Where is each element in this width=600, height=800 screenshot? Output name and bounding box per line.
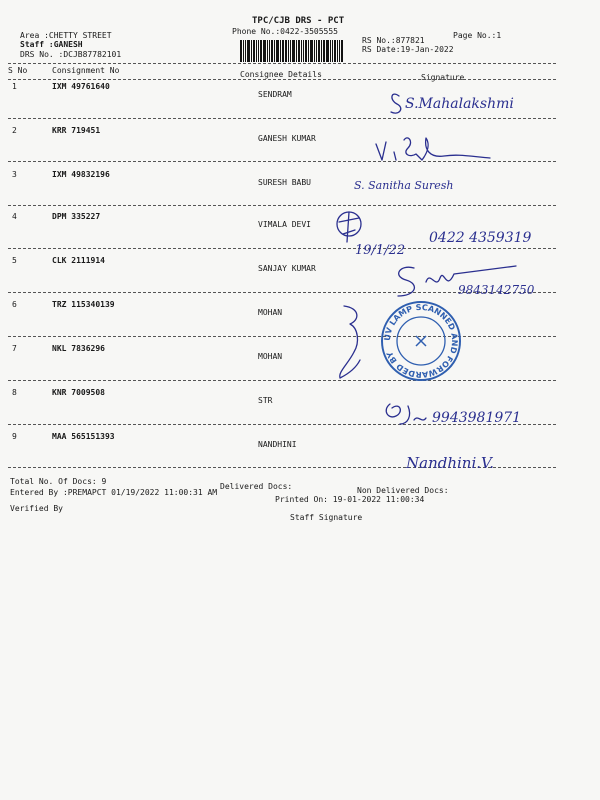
divider	[8, 205, 556, 206]
barcode-bar	[243, 40, 244, 62]
barcode-bar	[301, 40, 302, 62]
consignee-name: MOHAN	[258, 352, 283, 361]
barcode-bar	[330, 40, 331, 62]
barcode-bar	[334, 40, 336, 62]
barcode-bar	[245, 40, 246, 62]
barcode-bar	[258, 40, 259, 62]
consignment-number: KNR 7009508	[52, 388, 105, 397]
divider	[8, 380, 556, 381]
barcode-bar	[285, 40, 287, 62]
consignee-name: SANJAY KUMAR	[258, 264, 316, 273]
non-delivered-docs: Non Delivered Docs:	[357, 486, 449, 495]
barcode-bar	[298, 40, 300, 62]
total-docs: Total No. Of Docs: 9	[10, 477, 107, 486]
signature-text: 9843142750	[458, 283, 535, 297]
barcode-bar	[240, 40, 242, 62]
signature-text: 9943981971	[432, 410, 522, 426]
consignee-name: MOHAN	[258, 308, 283, 317]
row-sno: 7	[12, 344, 17, 353]
barcode-bar	[314, 40, 315, 62]
barcode-bar	[318, 40, 320, 62]
barcode-bar	[296, 40, 297, 62]
verified-by: Verified By	[10, 504, 63, 513]
barcode-bar	[263, 40, 266, 62]
barcode-bar	[247, 40, 250, 62]
staff-label: Staff :GANESH	[20, 40, 83, 49]
column-header-consignee: Consignee Details	[240, 70, 322, 79]
barcode-bar	[274, 40, 275, 62]
consignee-name: GANESH KUMAR	[258, 134, 316, 143]
delivered-docs: Delivered Docs:	[220, 482, 293, 491]
barcode-bar	[288, 40, 289, 62]
page-number: Page No.:1	[453, 31, 502, 40]
divider	[8, 63, 556, 64]
table-row	[0, 344, 600, 388]
row-sno: 3	[12, 170, 17, 179]
consignment-number: DPM 335227	[52, 212, 101, 221]
column-header-consignment: Consignment No	[52, 66, 120, 75]
entered-by: Entered By :PREMAPCT 01/19/2022 11:00:31 AM	[10, 488, 218, 497]
barcode-bar	[321, 40, 322, 62]
signature-row-6	[334, 302, 378, 382]
barcode-bar	[326, 40, 329, 62]
barcode-bar	[260, 40, 262, 62]
row-sno: 9	[12, 432, 17, 441]
consignment-number: MAA 565151393	[52, 432, 115, 441]
row-sno: 2	[12, 126, 17, 135]
printed-on: Printed On: 19-01-2022 11:00:34	[275, 495, 425, 504]
barcode-bar	[256, 40, 257, 62]
row-sno: 6	[12, 300, 17, 309]
signature-row-2	[372, 132, 512, 172]
consignment-number: TRZ 115340139	[52, 300, 115, 309]
rs-date: RS Date:19-Jan-2022	[362, 45, 454, 54]
signature-text: Nandhini.V.	[406, 454, 494, 472]
row-sno: 4	[12, 212, 17, 221]
area-label: Area :CHETTY STREET	[20, 31, 112, 40]
signature-text: S.Mahalakshmi	[405, 96, 514, 112]
barcode	[240, 40, 358, 62]
consignee-name: NANDHINI	[258, 440, 297, 449]
barcode-bar	[332, 40, 333, 62]
column-header-sno: S No	[8, 66, 28, 75]
barcode-bar	[290, 40, 291, 62]
stamp	[380, 300, 462, 382]
signature-text: S. Sanitha Suresh	[354, 179, 454, 192]
consignment-number: IXM 49832196	[52, 170, 110, 179]
barcode-bar	[303, 40, 304, 62]
barcode-bar	[271, 40, 273, 62]
row-sno: 1	[12, 82, 17, 91]
barcode-bar	[280, 40, 281, 62]
table-row	[0, 300, 600, 344]
barcode-bar	[308, 40, 309, 62]
barcode-bar	[337, 40, 338, 62]
signature-row-4	[333, 208, 563, 262]
barcode-bar	[269, 40, 270, 62]
barcode-bar	[316, 40, 317, 62]
row-sno: 5	[12, 256, 17, 265]
row-sno: 8	[12, 388, 17, 397]
phone-number: Phone No.:0422-3505555	[232, 27, 338, 36]
stamp-text: UV LAMP SCANNED AND FORWARDED BY	[382, 302, 460, 380]
consignment-number: NKL 7836296	[52, 344, 105, 353]
drs-number: DRS No. :DCJB87782101	[20, 50, 122, 59]
consignee-name: STR	[258, 396, 273, 405]
signature-row-3	[350, 172, 510, 196]
signature-row-9	[402, 446, 532, 476]
staff-signature: Staff Signature	[290, 513, 363, 522]
consignment-number: IXM 49761640	[52, 82, 110, 91]
signature-row-8	[382, 398, 552, 430]
barcode-bar	[341, 40, 343, 62]
column-header-signature: Signature	[421, 73, 465, 82]
signature-text: 0422 4359319	[429, 230, 532, 246]
signature-row-5	[392, 260, 582, 304]
consignment-number: CLK 2111914	[52, 256, 105, 265]
barcode-bar	[323, 40, 325, 62]
consignee-name: SENDRAM	[258, 90, 292, 99]
barcode-bar	[310, 40, 313, 62]
signature-row-1	[385, 80, 545, 120]
barcode-bar	[339, 40, 340, 62]
barcode-bar	[292, 40, 295, 62]
barcode-bar	[253, 40, 255, 62]
barcode-bar	[251, 40, 252, 62]
divider	[8, 336, 556, 337]
rs-number: RS No.:877821	[362, 36, 425, 45]
barcode-bar	[282, 40, 284, 62]
document-title: TPC/CJB DRS - PCT	[252, 16, 345, 26]
barcode-bar	[305, 40, 307, 62]
barcode-bar	[267, 40, 268, 62]
barcode-bar	[276, 40, 279, 62]
date-note: 19/1/22	[355, 243, 406, 258]
consignee-name: VIMALA DEVI	[258, 220, 311, 229]
consignee-name: SURESH BABU	[258, 178, 311, 187]
consignment-number: KRR 719451	[52, 126, 101, 135]
